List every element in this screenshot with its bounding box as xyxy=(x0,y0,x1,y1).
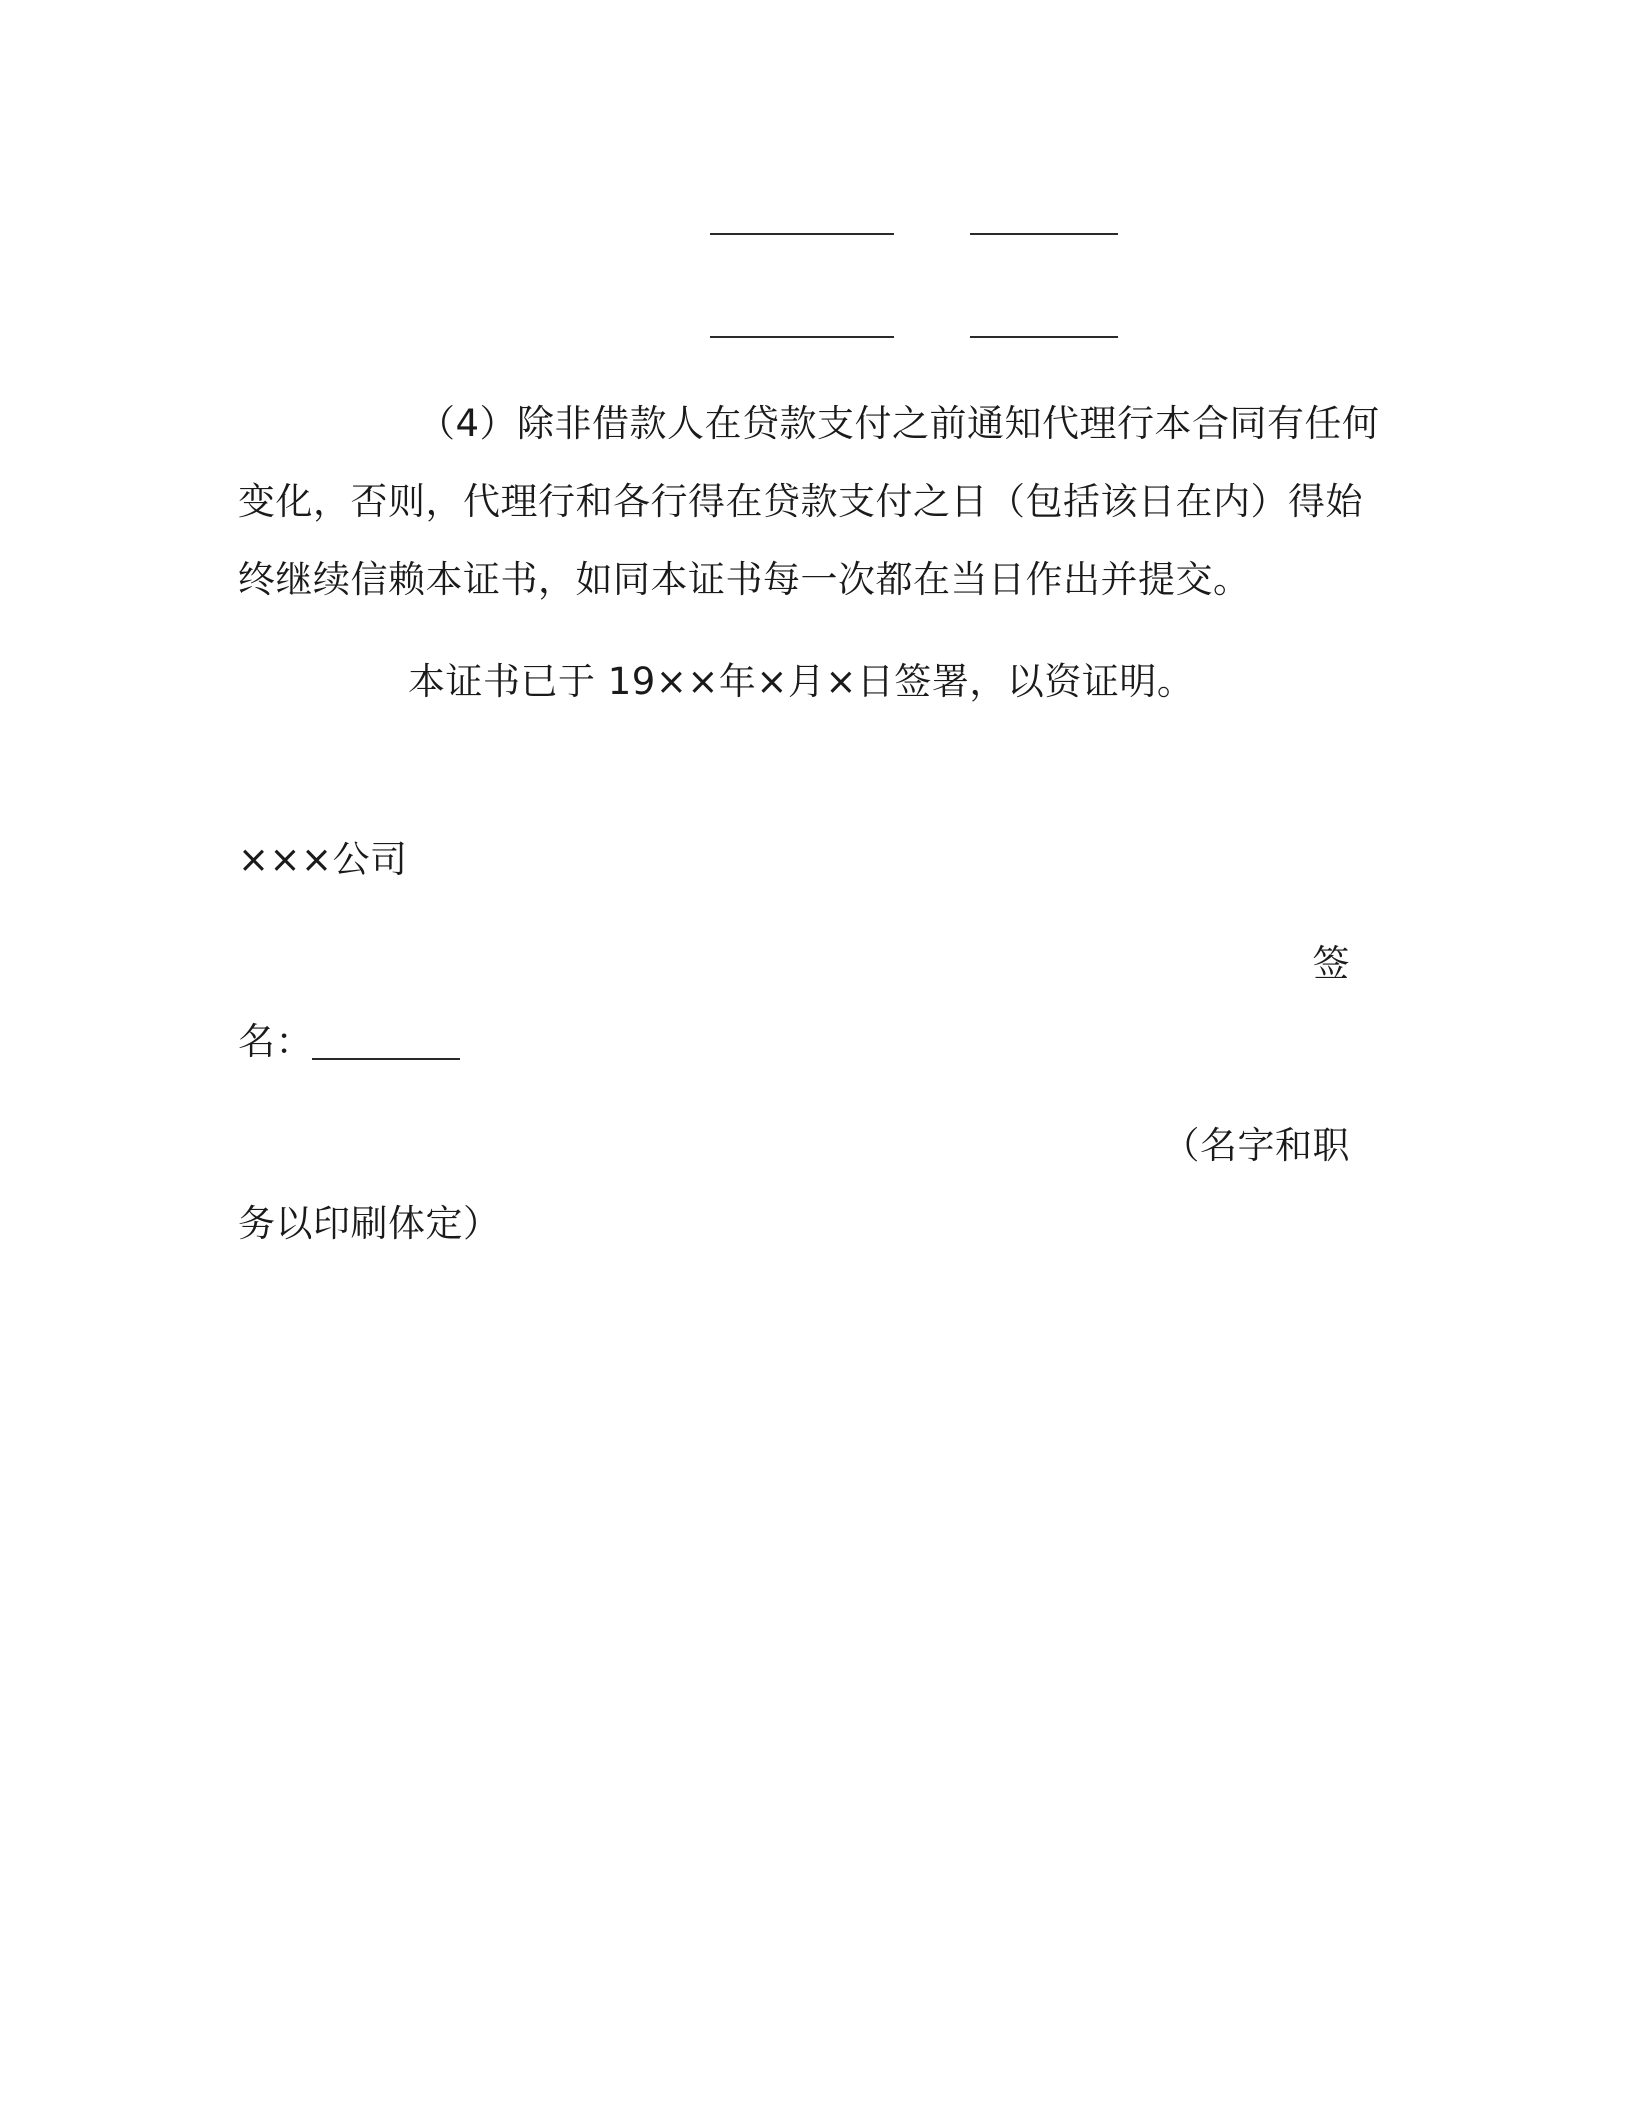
blank-line-1a xyxy=(710,233,894,235)
paragraph-4-line-1: （4）除非借款人在贷款支付之前通知代理行本合同有任何 xyxy=(418,402,1380,445)
paragraph-4-line-2: 变化，否则，代理行和各行得在贷款支付之日（包括该日在内）得始 xyxy=(238,480,1363,523)
attestation-text: 本证书已于 19××年×月×日签署，以资证明。 xyxy=(408,660,1195,703)
company-name: ×××公司 xyxy=(238,838,408,881)
signature-label-part-2: 名： xyxy=(238,1020,313,1063)
blank-line-2a xyxy=(710,336,894,338)
blank-line-1b xyxy=(970,233,1118,235)
blank-line-2b xyxy=(970,336,1118,338)
paragraph-4-line-3: 终继续信赖本证书，如同本证书每一次都在当日作出并提交。 xyxy=(238,558,1251,601)
signature-line xyxy=(312,1058,460,1060)
name-title-note-part-2: 务以印刷体定） xyxy=(238,1202,501,1245)
name-title-note-part-1: （名字和职 xyxy=(1162,1124,1350,1167)
signature-label-part-1: 签 xyxy=(1312,942,1350,985)
